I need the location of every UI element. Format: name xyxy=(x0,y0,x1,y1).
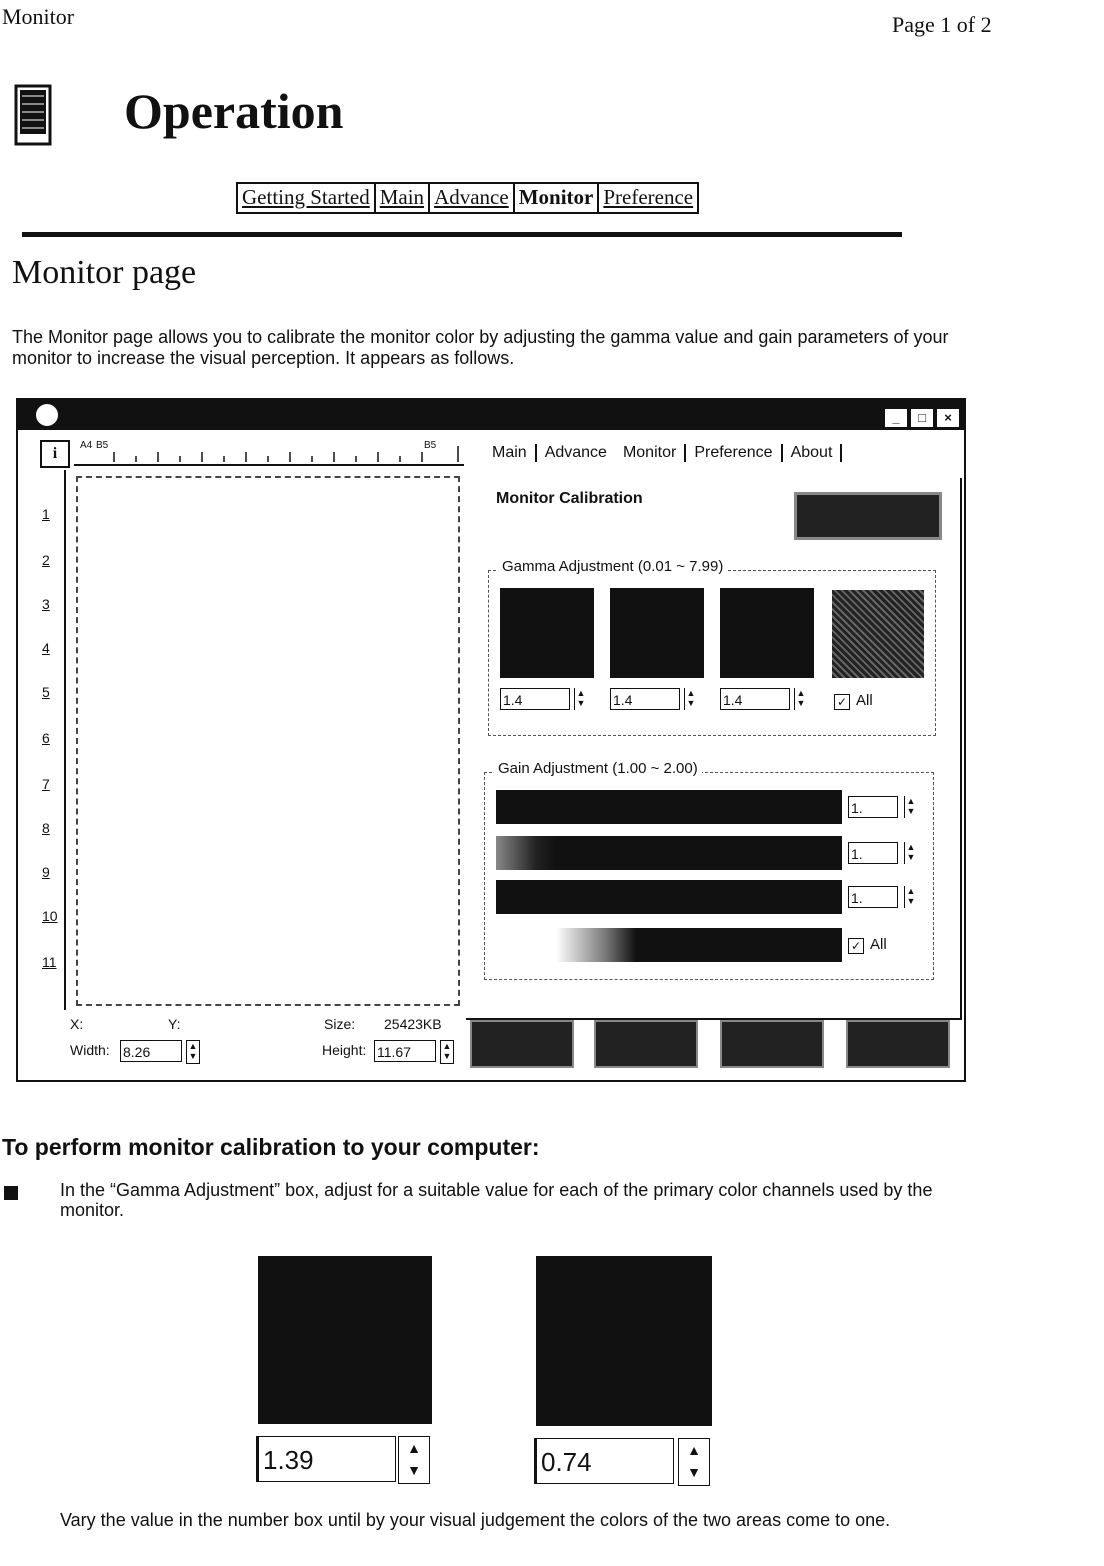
exit-button[interactable] xyxy=(846,1020,950,1068)
gamma-green-spinner[interactable]: ▲ ▼ xyxy=(684,688,697,710)
gamma-all-checkbox[interactable]: ✓ xyxy=(834,694,850,710)
scan-button[interactable] xyxy=(470,1020,574,1068)
gamma-blue-input[interactable]: 1.4 xyxy=(720,688,790,710)
ruler-mark-b5: B5 xyxy=(96,440,109,451)
ruler-number: 6 xyxy=(42,730,50,746)
bullet-icon xyxy=(4,1186,18,1200)
height-label: Height: xyxy=(322,1042,367,1058)
size-value: 25423KB xyxy=(384,1016,442,1032)
ruler-number: 8 xyxy=(42,820,50,836)
app-icon xyxy=(36,404,58,426)
ruler-number: 7 xyxy=(42,776,50,792)
gain-red-input[interactable]: 1. xyxy=(848,796,898,818)
intro-paragraph: The Monitor page allows you to calibrate the monitor color by adjusting the gamma value and gain parameters of your monitor to increase the visual perception. It appears as follows. xyxy=(12,327,949,368)
help-button[interactable] xyxy=(720,1020,824,1068)
nav-advance[interactable]: Advance xyxy=(430,184,515,212)
gamma-swatch-green xyxy=(610,588,704,678)
gain-bar-green xyxy=(496,836,842,870)
gamma-swatch-blue xyxy=(720,588,814,678)
width-label: Width: xyxy=(70,1042,110,1058)
ruler-number: 11 xyxy=(42,954,57,970)
gamma-swatch-combined xyxy=(832,590,924,678)
nav-getting-started[interactable]: Getting Started xyxy=(238,184,376,212)
ruler-number: 5 xyxy=(42,684,50,700)
gain-bar-red xyxy=(496,790,842,824)
gain-adjustment-title: Gain Adjustment (1.00 ~ 2.00) xyxy=(494,760,702,777)
ruler-number: 1 xyxy=(42,506,50,522)
gamma-swatch-red xyxy=(500,588,594,678)
example-swatch-right xyxy=(536,1256,712,1426)
example-value-right[interactable]: 0.74 xyxy=(534,1438,674,1484)
tab-monitor[interactable]: Monitor xyxy=(615,444,686,462)
size-label: Size: xyxy=(324,1016,356,1032)
window-title-bar xyxy=(18,400,964,430)
preview-button[interactable] xyxy=(594,1020,698,1068)
brand-logo-icon xyxy=(794,492,942,540)
gain-bar-combined xyxy=(496,928,842,962)
page-preview-area[interactable] xyxy=(76,476,460,1006)
gamma-blue-spinner[interactable]: ▲ ▼ xyxy=(794,688,807,710)
example-spinner-left[interactable]: ▲ ▼ xyxy=(398,1436,430,1484)
ruler-mark-b5-right: B5 xyxy=(424,440,437,451)
ruler-top xyxy=(74,440,464,466)
monitor-calibration-title: Monitor Calibration xyxy=(496,490,643,507)
gamma-green-input[interactable]: 1.4 xyxy=(610,688,680,710)
tab-preference[interactable]: Preference xyxy=(686,444,782,462)
gain-blue-input[interactable]: 1. xyxy=(848,886,898,908)
settings-tabs xyxy=(484,444,842,462)
example-value-left[interactable]: 1.39 xyxy=(256,1436,396,1482)
tab-about[interactable]: About xyxy=(783,444,843,462)
gain-all-label: All xyxy=(870,936,887,953)
section-nav xyxy=(236,182,699,214)
y-coordinate-label: Y: xyxy=(168,1016,181,1032)
width-input[interactable]: 8.26 xyxy=(120,1040,182,1062)
maximize-button[interactable]: □ xyxy=(910,408,934,428)
tab-advance[interactable]: Advance xyxy=(544,444,607,461)
divider xyxy=(22,232,902,237)
close-button[interactable]: × xyxy=(936,408,960,428)
vary-instruction-text: Vary the value in the number box until by your visual judgement the colors of the two areas come to one. xyxy=(60,1510,891,1530)
height-spinner[interactable]: ▲ ▼ xyxy=(440,1040,454,1064)
nav-preference[interactable]: Preference xyxy=(603,185,694,209)
section-title: Monitor page xyxy=(12,254,197,291)
gamma-red-input[interactable]: 1.4 xyxy=(500,688,570,710)
gain-green-input[interactable]: 1. xyxy=(848,842,898,864)
ruler-number: 10 xyxy=(42,908,58,924)
ruler-number: 4 xyxy=(42,640,50,656)
page-title: Operation xyxy=(124,83,344,139)
gain-green-spinner[interactable]: ▲ ▼ xyxy=(904,842,917,864)
gain-bar-blue xyxy=(496,880,842,914)
gain-blue-spinner[interactable]: ▲ ▼ xyxy=(904,886,917,908)
ruler-left xyxy=(38,470,66,1010)
x-coordinate-label: X: xyxy=(70,1016,84,1032)
tab-main[interactable]: Main xyxy=(484,444,537,462)
ruler-number: 2 xyxy=(42,552,50,568)
info-button[interactable]: i xyxy=(40,440,70,468)
nav-monitor[interactable]: Monitor xyxy=(515,184,600,212)
ruler-mark-a4: A4 xyxy=(80,440,93,451)
ruler-number: 3 xyxy=(42,596,50,612)
calibration-heading: To perform monitor calibration to your computer: xyxy=(2,1134,540,1160)
gain-red-spinner[interactable]: ▲ ▼ xyxy=(904,796,917,818)
page-indicator: Page 1 of 2 xyxy=(892,12,992,37)
step-1-text: In the “Gamma Adjustment” box, adjust for a suitable value for each of the primary color channels used by the monitor. xyxy=(60,1180,933,1220)
example-spinner-right[interactable]: ▲ ▼ xyxy=(678,1438,710,1486)
example-swatch-left xyxy=(258,1256,432,1424)
gamma-red-spinner[interactable]: ▲ ▼ xyxy=(574,688,587,710)
width-spinner[interactable]: ▲ ▼ xyxy=(186,1040,200,1064)
minimize-button[interactable]: _ xyxy=(884,408,908,428)
gain-all-checkbox[interactable]: ✓ xyxy=(848,938,864,954)
operation-book-icon xyxy=(14,84,54,150)
gamma-all-label: All xyxy=(856,692,873,709)
height-input[interactable]: 11.67 xyxy=(374,1040,436,1062)
document-header-title: Monitor xyxy=(2,4,75,29)
nav-main[interactable]: Main xyxy=(376,184,430,212)
ruler-number: 9 xyxy=(42,864,50,880)
status-panel xyxy=(68,1014,458,1078)
gamma-adjustment-title: Gamma Adjustment (0.01 ~ 7.99) xyxy=(498,558,727,575)
app-window-screenshot xyxy=(16,398,966,1082)
